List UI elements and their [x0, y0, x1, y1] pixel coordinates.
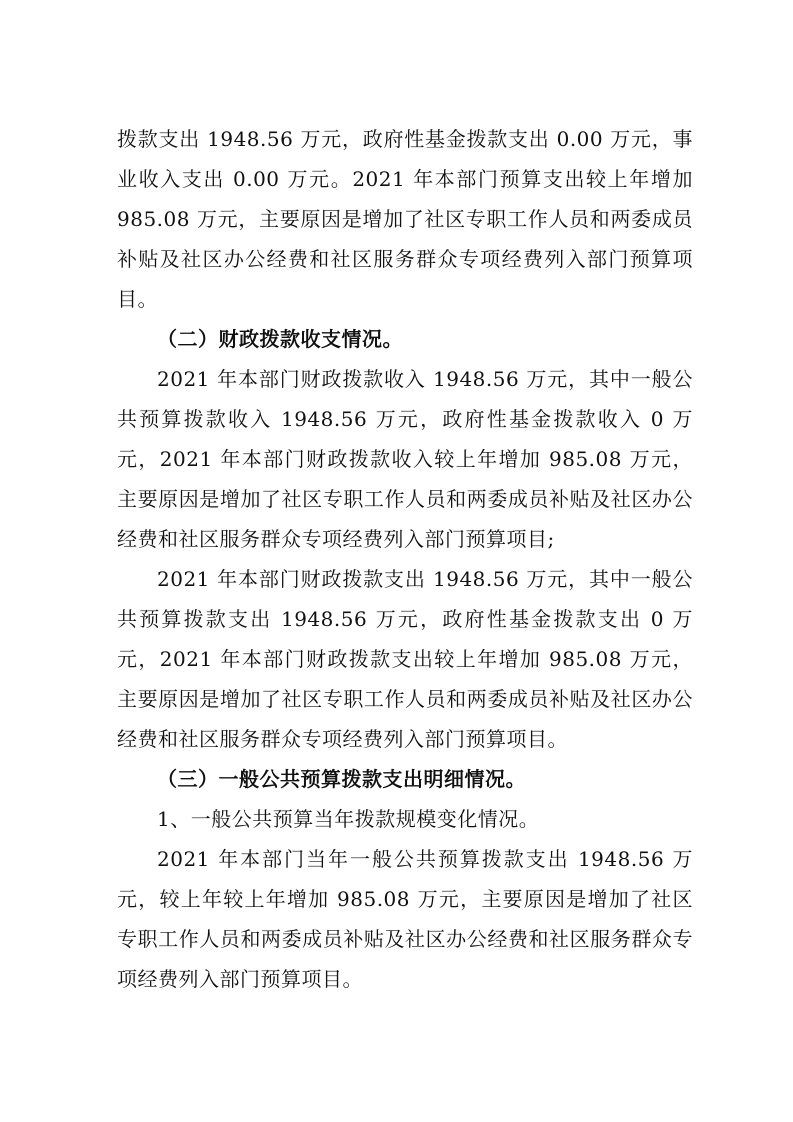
paragraph-general-budget: 2021 年本部门当年一般公共预算拨款支出 1948.56 万元，较上年较上年增加 985.08 万元，主要原因是增加了社区专职工作人员和两委成员补贴及社区办公经费和社区服务群众专项经费列入部门预算项目。 — [117, 847, 693, 991]
section-heading-2: （二）财政拨款收支情况。 — [157, 327, 403, 351]
subsection-title-1: 1、一般公共预算当年拨款规模变化情况。 — [157, 807, 540, 831]
paragraph-revenue: 2021 年本部门财政拨款收入 1948.56 万元，其中一般公共预算拨款收入 1948.56 万元，政府性基金拨款收入 0 万元，2021 年本部门财政拨款收入较上年增加 985.08 万元，主要原因是增加了社区专职工作人员和两委成员补贴及社区办公经费和社区服务群众专项经费列入部门预算项目; — [117, 367, 693, 551]
paragraph-expenditure: 2021 年本部门财政拨款支出 1948.56 万元，其中一般公共预算拨款支出 1948.56 万元，政府性基金拨款支出 0 万元，2021 年本部门财政拨款支出较上年增加 985.08 万元，主要原因是增加了社区专职工作人员和两委成员补贴及社区办公经费和社区服务群众专项经费列入部门预算项目。 — [117, 567, 693, 751]
paragraph-continuation: 拨款支出 1948.56 万元，政府性基金拨款支出 0.00 万元，事业收入支出 0.00 万元。2021 年本部门预算支出较上年增加 985.08 万元，主要原因是增加了社区专职工作人员和两委成员补贴及社区办公经费和社区服务群众专项经费列入部门预算项目。 — [117, 127, 693, 311]
document-body — [117, 119, 693, 999]
section-heading-3: （三）一般公共预算拨款支出明细情况。 — [157, 767, 526, 791]
